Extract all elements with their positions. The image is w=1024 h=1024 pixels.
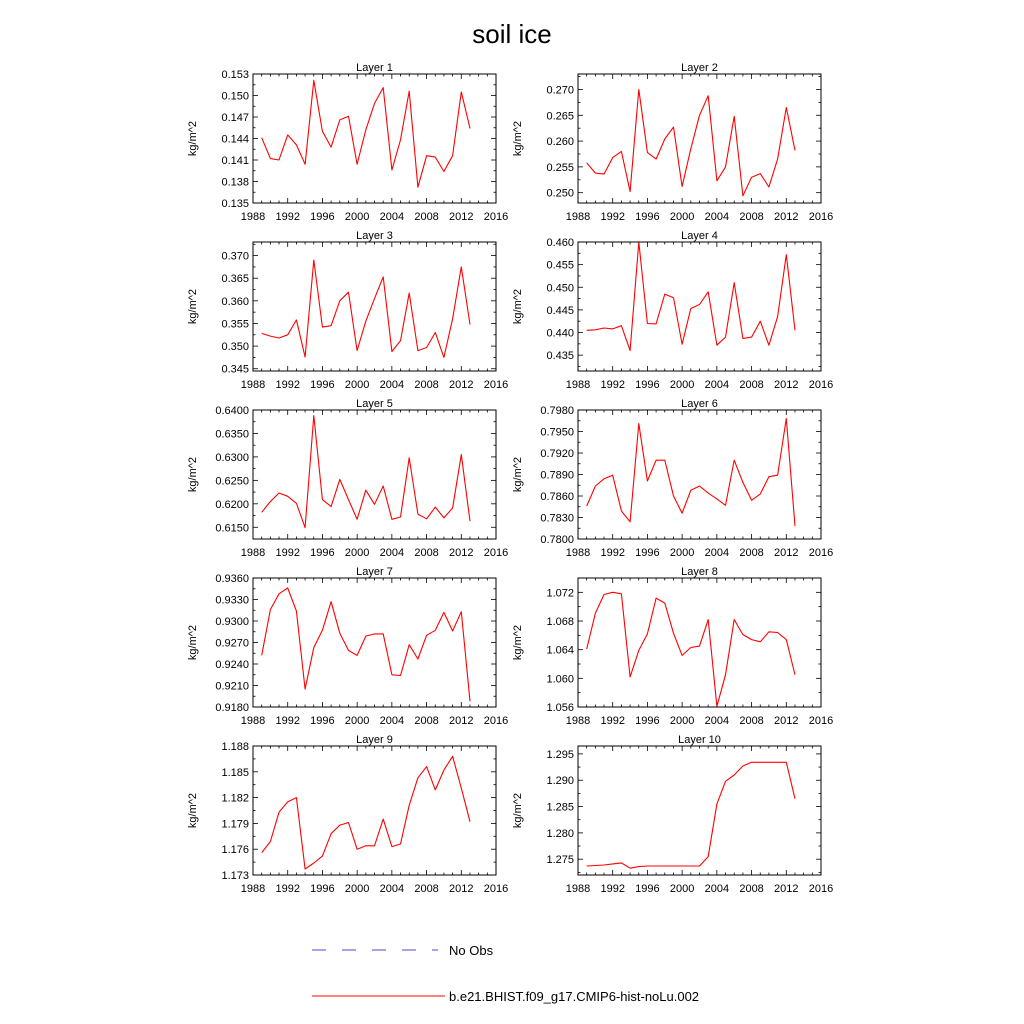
y-axis-label: kg/m^2 xyxy=(187,456,199,493)
y-tick-label: 0.7950 xyxy=(540,426,574,439)
x-tick-label: 1992 xyxy=(275,547,300,559)
x-tick-label: 2008 xyxy=(739,715,764,727)
x-tick-label: 1992 xyxy=(275,715,300,727)
legend xyxy=(312,943,699,1004)
x-tick-label: 2008 xyxy=(414,211,439,223)
series-line xyxy=(587,592,795,706)
panel-layer-4 xyxy=(512,230,833,391)
x-tick-label: 2000 xyxy=(669,211,695,223)
x-tick-label: 2000 xyxy=(669,379,695,391)
y-tick-label: 0.435 xyxy=(546,350,574,363)
y-tick-label: 0.141 xyxy=(221,155,249,167)
series-line xyxy=(587,419,795,526)
y-tick-label: 0.360 xyxy=(221,295,249,308)
panel-layer-3 xyxy=(187,230,508,391)
panel-layer-7 xyxy=(187,566,508,727)
x-tick-label: 1996 xyxy=(310,715,335,727)
y-tick-label: 0.9360 xyxy=(215,573,249,585)
x-tick-label: 2008 xyxy=(739,379,764,391)
panel-title: Layer 5 xyxy=(356,398,393,410)
x-tick-label: 2004 xyxy=(704,379,730,391)
y-axis-label: kg/m^2 xyxy=(512,120,524,157)
y-tick-label: 1.060 xyxy=(546,673,574,686)
x-tick-label: 1996 xyxy=(310,547,335,559)
x-tick-label: 2012 xyxy=(774,883,799,895)
y-tick-label: 1.173 xyxy=(221,870,249,882)
y-tick-label: 0.460 xyxy=(546,237,574,249)
x-tick-label: 1988 xyxy=(565,715,591,727)
x-tick-label: 2012 xyxy=(449,715,474,727)
x-tick-label: 1996 xyxy=(635,211,660,223)
x-tick-label: 2000 xyxy=(669,883,695,895)
x-tick-label: 2016 xyxy=(808,379,834,391)
series-line xyxy=(262,260,470,357)
x-tick-label: 2012 xyxy=(449,547,474,559)
x-tick-label: 2016 xyxy=(483,715,509,727)
x-tick-label: 1988 xyxy=(565,211,591,223)
panel-title: Layer 6 xyxy=(681,398,718,410)
x-tick-label: 1996 xyxy=(310,211,335,223)
y-tick-label: 0.455 xyxy=(546,259,574,272)
x-tick-label: 1988 xyxy=(240,883,266,895)
y-tick-label: 1.275 xyxy=(546,854,574,867)
x-tick-label: 1992 xyxy=(600,379,625,391)
y-tick-label: 1.295 xyxy=(546,748,574,761)
y-tick-label: 1.072 xyxy=(546,587,574,600)
x-tick-label: 2004 xyxy=(704,547,730,559)
y-tick-label: 1.179 xyxy=(221,818,249,831)
y-tick-label: 0.260 xyxy=(546,136,574,149)
y-axis-label: kg/m^2 xyxy=(512,792,524,829)
y-tick-label: 0.7980 xyxy=(540,405,574,417)
y-axis-label: kg/m^2 xyxy=(512,288,524,325)
series-line xyxy=(587,90,795,196)
x-tick-label: 1988 xyxy=(240,379,266,391)
x-tick-label: 1988 xyxy=(240,715,266,727)
x-tick-label: 2012 xyxy=(774,211,799,223)
x-tick-label: 2004 xyxy=(379,547,405,559)
x-tick-label: 2008 xyxy=(739,211,764,223)
x-tick-label: 2016 xyxy=(808,547,834,559)
x-tick-label: 1996 xyxy=(635,883,660,895)
panels-grid xyxy=(187,62,833,895)
panel-layer-5 xyxy=(187,398,508,559)
y-tick-label: 0.9330 xyxy=(215,594,249,607)
plot-frame xyxy=(253,746,496,875)
x-tick-label: 2012 xyxy=(774,715,799,727)
x-tick-label: 2016 xyxy=(483,379,509,391)
y-tick-label: 1.056 xyxy=(546,702,574,714)
x-tick-label: 2012 xyxy=(449,379,474,391)
y-tick-label: 0.255 xyxy=(546,161,574,174)
y-axis-label: kg/m^2 xyxy=(512,624,524,661)
plot-frame xyxy=(253,242,496,371)
y-tick-label: 1.290 xyxy=(546,775,574,788)
y-axis-label: kg/m^2 xyxy=(187,624,199,661)
x-tick-label: 2000 xyxy=(344,211,370,223)
y-tick-label: 0.350 xyxy=(221,341,249,354)
panel-title: Layer 2 xyxy=(681,62,718,74)
y-tick-label: 0.355 xyxy=(221,318,249,331)
x-tick-label: 2004 xyxy=(704,715,730,727)
x-tick-label: 2000 xyxy=(344,883,370,895)
y-tick-label: 0.9180 xyxy=(215,702,249,714)
y-tick-label: 0.9240 xyxy=(215,659,249,671)
y-axis-label: kg/m^2 xyxy=(187,120,199,157)
y-tick-label: 0.6300 xyxy=(215,451,249,464)
y-tick-label: 0.250 xyxy=(546,187,574,200)
figure-title: soil ice xyxy=(472,19,552,49)
x-tick-label: 2016 xyxy=(483,547,509,559)
y-tick-label: 0.9270 xyxy=(215,637,249,650)
plot-frame xyxy=(578,578,821,707)
panel-title: Layer 7 xyxy=(356,566,393,578)
panel-title: Layer 3 xyxy=(356,230,393,242)
series-line xyxy=(262,416,470,528)
y-tick-label: 0.270 xyxy=(546,84,574,97)
panel-layer-1 xyxy=(187,62,508,223)
x-tick-label: 2016 xyxy=(483,883,509,895)
y-tick-label: 0.6250 xyxy=(215,475,249,488)
x-tick-label: 1992 xyxy=(600,715,625,727)
y-tick-label: 0.370 xyxy=(221,250,249,263)
y-tick-label: 0.9300 xyxy=(215,616,249,628)
y-tick-label: 0.7800 xyxy=(540,534,574,546)
y-tick-label: 1.182 xyxy=(221,792,249,805)
x-tick-label: 1992 xyxy=(600,211,625,223)
y-tick-label: 1.285 xyxy=(546,801,574,814)
y-axis-label: kg/m^2 xyxy=(512,456,524,493)
x-tick-label: 1988 xyxy=(240,211,266,223)
y-tick-label: 0.7860 xyxy=(540,491,574,503)
series-line xyxy=(262,80,470,187)
y-tick-label: 0.135 xyxy=(221,198,249,210)
y-tick-label: 1.188 xyxy=(221,741,249,753)
y-tick-label: 0.7920 xyxy=(540,448,574,460)
x-tick-label: 1992 xyxy=(275,883,300,895)
x-tick-label: 1996 xyxy=(310,883,335,895)
x-tick-label: 2004 xyxy=(379,715,405,727)
x-tick-label: 2016 xyxy=(808,715,834,727)
series-line xyxy=(262,588,470,701)
x-tick-label: 2004 xyxy=(704,211,730,223)
y-tick-label: 0.265 xyxy=(546,110,574,123)
x-tick-label: 2008 xyxy=(739,883,764,895)
y-tick-label: 1.068 xyxy=(546,616,574,628)
y-tick-label: 0.6400 xyxy=(215,405,249,417)
y-tick-label: 0.150 xyxy=(221,90,249,103)
y-tick-label: 1.176 xyxy=(221,844,249,857)
panel-layer-9 xyxy=(187,734,508,895)
series-line xyxy=(587,242,795,351)
x-tick-label: 2004 xyxy=(379,211,405,223)
y-tick-label: 1.064 xyxy=(546,644,574,657)
x-tick-label: 1988 xyxy=(240,547,266,559)
y-tick-label: 0.9210 xyxy=(215,680,249,693)
y-axis-label: kg/m^2 xyxy=(187,288,199,325)
x-tick-label: 2000 xyxy=(344,715,370,727)
panel-title: Layer 10 xyxy=(678,734,721,746)
y-tick-label: 0.365 xyxy=(221,273,249,286)
x-tick-label: 1992 xyxy=(600,883,625,895)
panel-layer-10 xyxy=(512,734,833,895)
y-tick-label: 0.345 xyxy=(221,363,249,376)
panel-title: Layer 8 xyxy=(681,566,718,578)
x-tick-label: 2000 xyxy=(344,379,370,391)
plot-frame xyxy=(578,242,821,371)
x-tick-label: 2016 xyxy=(483,211,509,223)
panel-layer-6 xyxy=(512,398,833,559)
x-tick-label: 2004 xyxy=(379,379,405,391)
y-tick-label: 0.6150 xyxy=(215,522,249,535)
x-tick-label: 1992 xyxy=(275,379,300,391)
x-tick-label: 2004 xyxy=(379,883,405,895)
series-line xyxy=(587,762,795,868)
y-tick-label: 1.280 xyxy=(546,827,574,840)
y-tick-label: 0.6200 xyxy=(215,498,249,511)
x-tick-label: 1988 xyxy=(565,547,591,559)
x-tick-label: 1988 xyxy=(565,883,591,895)
panel-title: Layer 4 xyxy=(681,230,718,242)
x-tick-label: 1996 xyxy=(635,715,660,727)
y-tick-label: 0.440 xyxy=(546,327,574,340)
x-tick-label: 2000 xyxy=(344,547,370,559)
plot-frame xyxy=(253,410,496,539)
y-tick-label: 0.445 xyxy=(546,304,574,317)
x-tick-label: 2008 xyxy=(414,715,439,727)
x-tick-label: 1992 xyxy=(600,547,625,559)
plot-frame xyxy=(578,74,821,203)
x-tick-label: 2004 xyxy=(704,883,730,895)
y-tick-label: 0.7830 xyxy=(540,512,574,525)
x-tick-label: 1988 xyxy=(565,379,591,391)
x-tick-label: 2012 xyxy=(449,211,474,223)
x-tick-label: 1996 xyxy=(635,379,660,391)
x-tick-label: 2012 xyxy=(774,547,799,559)
y-tick-label: 0.450 xyxy=(546,282,574,295)
y-tick-label: 0.147 xyxy=(221,112,249,124)
y-axis-label: kg/m^2 xyxy=(187,792,199,829)
panel-layer-2 xyxy=(512,62,833,223)
y-tick-label: 1.185 xyxy=(221,766,249,779)
x-tick-label: 1996 xyxy=(635,547,660,559)
y-tick-label: 0.153 xyxy=(221,69,249,81)
panel-layer-8 xyxy=(512,566,833,727)
series-line xyxy=(262,756,470,869)
plot-frame xyxy=(578,746,821,875)
plot-frame xyxy=(253,578,496,707)
y-tick-label: 0.138 xyxy=(221,176,249,189)
panel-title: Layer 1 xyxy=(356,62,393,74)
x-tick-label: 1996 xyxy=(310,379,335,391)
y-tick-label: 0.6350 xyxy=(215,428,249,441)
x-tick-label: 2016 xyxy=(808,883,834,895)
x-tick-label: 1992 xyxy=(275,211,300,223)
panel-title: Layer 9 xyxy=(356,734,393,746)
x-tick-label: 2000 xyxy=(669,715,695,727)
x-tick-label: 2012 xyxy=(449,883,474,895)
legend-model-label: b.e21.BHIST.f09_g17.CMIP6-hist-noLu.002 xyxy=(449,989,700,1004)
y-tick-label: 0.7890 xyxy=(540,469,574,482)
x-tick-label: 2008 xyxy=(414,547,439,559)
x-tick-label: 2008 xyxy=(414,379,439,391)
x-tick-label: 2000 xyxy=(669,547,695,559)
x-tick-label: 2016 xyxy=(808,211,834,223)
plot-frame xyxy=(253,74,496,203)
x-tick-label: 2008 xyxy=(739,547,764,559)
legend-obs-label: No Obs xyxy=(449,943,494,958)
x-tick-label: 2008 xyxy=(414,883,439,895)
x-tick-label: 2012 xyxy=(774,379,799,391)
y-tick-label: 0.144 xyxy=(221,133,249,146)
